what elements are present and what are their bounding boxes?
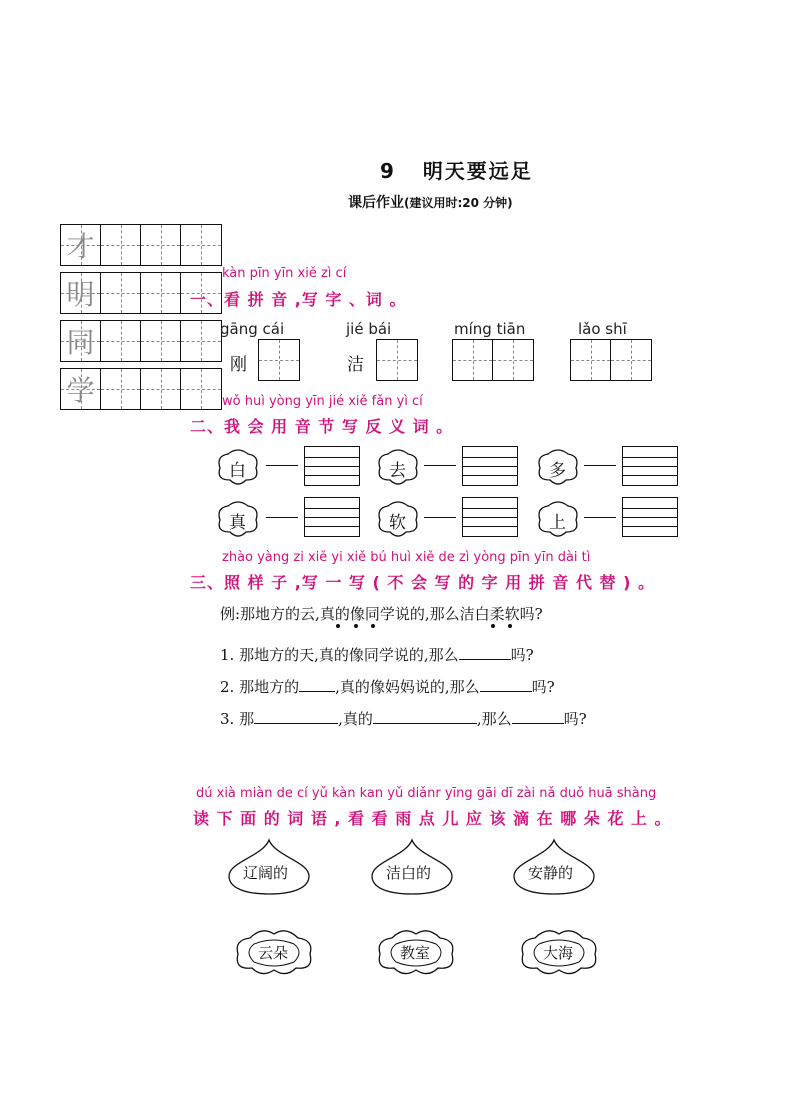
blank[interactable]	[480, 691, 532, 692]
dash	[584, 517, 616, 518]
writing-cell[interactable]	[571, 340, 611, 380]
item-pinyin: míng tiān	[454, 320, 526, 338]
dash	[424, 465, 456, 466]
given-char: 刚	[230, 355, 247, 375]
writing-cell[interactable]	[493, 340, 533, 380]
raindrop-word[interactable]: 安静的	[528, 864, 574, 882]
question-text: 吗?	[563, 710, 587, 728]
writing-cell[interactable]	[141, 273, 181, 313]
question-text: ,那么	[476, 710, 512, 728]
antonym-word: 去	[389, 461, 406, 481]
time-note: (建议用时:20 分钟)	[404, 196, 513, 210]
question-3	[220, 708, 587, 729]
question-1	[220, 644, 534, 665]
section4-heading: 读 下 面 的 词 语 , 看 看 雨 点 儿 应 该 滴 在 哪 朵 花 上 。	[193, 809, 672, 828]
question-text: 那	[239, 710, 255, 728]
subtitle	[348, 192, 513, 212]
writing-cell[interactable]	[101, 273, 141, 313]
question-text: ,真的像妈妈说的,那么	[335, 678, 480, 696]
question-text: 那地方的天,真的像同学说的,那么	[239, 646, 459, 664]
writing-cell[interactable]	[141, 369, 181, 409]
antonym-word: 多	[549, 461, 566, 481]
question-number: 3.	[220, 710, 235, 728]
question-text: 吗?	[510, 646, 534, 664]
model-char: 同	[66, 326, 95, 359]
lesson-number: 9	[380, 159, 396, 183]
emphasis-dot	[336, 624, 340, 628]
antonym-word: 软	[389, 513, 406, 533]
writing-cell[interactable]	[101, 225, 141, 265]
writing-cell[interactable]	[377, 340, 417, 380]
model-char: 明	[66, 278, 95, 311]
question-number: 2.	[220, 678, 235, 696]
blank[interactable]	[299, 691, 335, 692]
writing-cell[interactable]	[181, 369, 221, 409]
section2-pinyin: wǒ huì yòng yīn jié xiě fǎn yì cí	[222, 394, 423, 409]
emphasis-dot	[508, 624, 512, 628]
answer-lines[interactable]	[304, 446, 360, 486]
model-grid-3	[60, 320, 222, 362]
writing-cell[interactable]	[101, 321, 141, 361]
answer-grid	[570, 339, 652, 381]
section1-pinyin: kàn pīn yīn xiě zì cí	[222, 266, 347, 281]
answer-lines[interactable]	[622, 446, 678, 486]
homework-label: 课后作业	[348, 195, 404, 211]
answer-grid	[376, 339, 418, 381]
emphasis-dot	[371, 624, 375, 628]
dash	[584, 465, 616, 466]
dash	[266, 465, 298, 466]
answer-grid	[452, 339, 534, 381]
answer-lines[interactable]	[304, 497, 360, 537]
emphasis-dot	[491, 624, 495, 628]
blank[interactable]	[512, 723, 564, 724]
dash	[266, 517, 298, 518]
model-char: 学	[66, 374, 95, 407]
flower-word[interactable]: 云朵	[258, 944, 289, 962]
model-grid-4	[60, 368, 222, 410]
antonym-word: 真	[229, 513, 246, 533]
model-grid-1	[60, 224, 222, 266]
dash	[424, 517, 456, 518]
section4-pinyin: dú xià miàn de cí yǔ kàn kan yǔ diǎnr yīng gāi dī zài nǎ duǒ huā shàng	[196, 786, 657, 801]
answer-lines[interactable]	[462, 446, 518, 486]
item-pinyin: lǎo shī	[578, 320, 627, 338]
section3-heading: 三、照 样 子 ,写 一 写 ( 不 会 写 的 字 用 拼 音 代 替 ) 。	[190, 573, 655, 592]
raindrop-word[interactable]: 洁白的	[386, 864, 432, 882]
answer-lines[interactable]	[462, 497, 518, 537]
raindrop-word[interactable]: 辽阔的	[243, 864, 289, 882]
question-text: 吗?	[531, 678, 555, 696]
model-char: 才	[66, 230, 95, 263]
item-pinyin: jié bái	[346, 320, 392, 338]
writing-cell[interactable]	[141, 321, 181, 361]
flower-word[interactable]: 教室	[400, 944, 431, 962]
section3-pinyin: zhào yàng zi xiě yi xiě bú huì xiě de zì yòng pīn yīn dài tì	[222, 550, 591, 565]
flower-word[interactable]: 大海	[543, 944, 574, 962]
antonym-word: 上	[549, 513, 566, 533]
section2-heading: 二、我 会 用 音 节 写 反 义 词 。	[190, 417, 454, 436]
answer-lines[interactable]	[622, 497, 678, 537]
blank[interactable]	[373, 723, 477, 724]
writing-cell[interactable]	[141, 225, 181, 265]
writing-cell[interactable]	[611, 340, 651, 380]
example-sentence: 例:那地方的云,真的像同学说的,那么洁白柔软吗?	[220, 605, 543, 623]
question-2	[220, 676, 555, 697]
writing-cell[interactable]	[453, 340, 493, 380]
given-char: 洁	[347, 355, 364, 375]
lesson-title	[380, 155, 533, 184]
antonym-word: 白	[229, 461, 246, 481]
blank[interactable]	[459, 659, 511, 660]
writing-cell[interactable]	[259, 340, 299, 380]
emphasis-dot	[354, 624, 358, 628]
blank[interactable]	[254, 723, 338, 724]
question-text: ,真的	[338, 710, 373, 728]
answer-grid	[258, 339, 300, 381]
question-text: 那地方的	[239, 678, 300, 696]
item-pinyin: gāng cái	[220, 320, 285, 338]
section1-heading: 一、看 拼 音 ,写 字 、词 。	[190, 290, 407, 309]
writing-cell[interactable]	[181, 321, 221, 361]
lesson-name: 明天要远足	[422, 159, 533, 183]
question-number: 1.	[220, 646, 235, 664]
writing-cell[interactable]	[181, 225, 221, 265]
writing-cell[interactable]	[101, 369, 141, 409]
